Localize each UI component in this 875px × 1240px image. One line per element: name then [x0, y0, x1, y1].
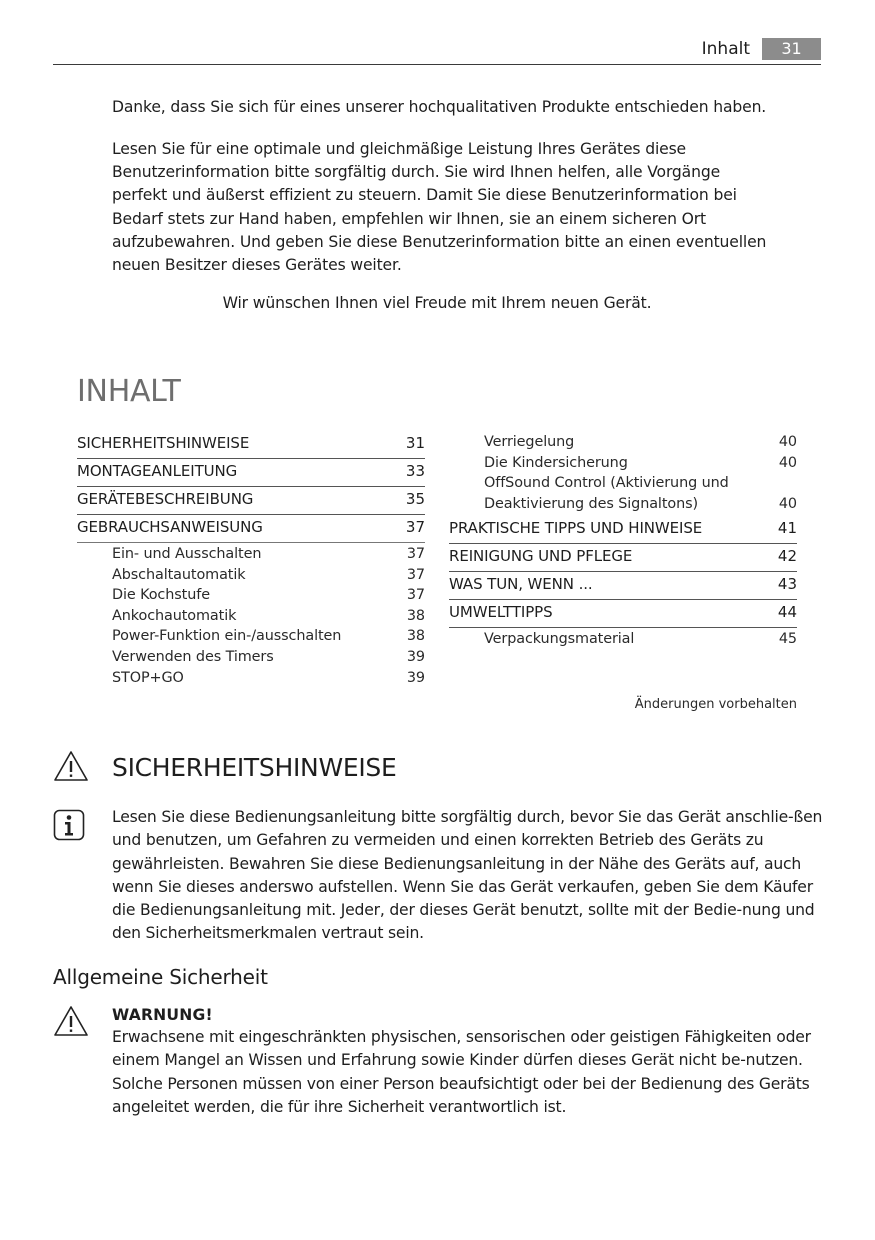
toc-entry-page: 33: [405, 462, 425, 480]
toc-entry-page: 43: [777, 575, 797, 594]
toc-entry[interactable]: [449, 517, 797, 544]
toc-entry-page: 37: [405, 518, 425, 536]
toc-entry-title: WAS TUN, WENN ...: [449, 575, 593, 594]
warning-triangle-icon: [53, 1005, 89, 1037]
toc-entry[interactable]: [77, 432, 425, 459]
intro-thanks: Danke, dass Sie sich für eines unserer hochqualitativen Produkte entschieden haben.: [112, 98, 767, 116]
toc-sub-title: Ankochautomatik: [112, 607, 237, 624]
toc-sub-entry[interactable]: [112, 565, 425, 586]
toc-sub-title: Abschaltautomatik: [112, 566, 246, 583]
toc-entry-page: 42: [777, 547, 797, 566]
toc-sub-page: 40: [778, 434, 797, 450]
warning-label: WARNUNG!: [112, 1006, 213, 1024]
toc-sub-entry[interactable]: [484, 629, 797, 650]
toc-sub-page: 38: [406, 607, 425, 624]
toc-sub-entry[interactable]: [484, 473, 797, 494]
toc-entry[interactable]: [449, 601, 797, 628]
toc-sub-page: 40: [778, 495, 797, 512]
toc-entry-title: GERÄTEBESCHREIBUNG: [77, 490, 254, 508]
toc-sub-entry[interactable]: [484, 453, 797, 474]
toc-entry[interactable]: [77, 460, 425, 487]
toc-sub-page: 39: [406, 669, 425, 686]
toc-sub-entry[interactable]: [484, 494, 797, 515]
toc-sub-entry[interactable]: [484, 432, 797, 453]
toc-sub-title: Die Kochstufe: [112, 587, 210, 604]
toc-sub-title: STOP+GO: [112, 669, 184, 686]
intro-paragraph: Lesen Sie für eine optimale und gleichmäßige Leistung Ihres Gerätes diese Benutzerinformation bitte sorgfältig durch. Sie wird Ihnen helfen, alle Vorgänge perfekt und äußerst effizient zu steuern. Damit Sie diese Benutzerinformation bei Bedarf stets zur Hand haben, empfehlen wir Ihnen, sie an einem sicheren Ort aufzubewahren. Und geben Sie diese Benutzerinformation bitte an einen eventuellen neuen Besitzer dieses Gerätes weiter.: [112, 140, 767, 275]
running-header-title: Inhalt: [701, 39, 750, 59]
toc-sub-entry[interactable]: [112, 585, 425, 606]
info-icon: [53, 809, 85, 841]
toc-sub-page: 37: [406, 587, 425, 604]
page-number-badge: 31: [762, 38, 821, 60]
toc-entry[interactable]: [77, 488, 425, 515]
toc-entry[interactable]: [449, 573, 797, 600]
toc-sub-list: [77, 544, 425, 688]
toc-sub-title: Deaktivierung des Signaltons): [484, 495, 699, 512]
intro-closing: Wir wünschen Ihnen viel Freude mit Ihrem neuen Gerät.: [222, 294, 652, 312]
warning-triangle-icon: [53, 750, 89, 782]
toc-sub-page: 38: [406, 628, 425, 645]
toc-entry-page: 35: [405, 490, 425, 508]
safety-heading: SICHERHEITSHINWEISE: [112, 753, 397, 782]
toc-entry-title: PRAKTISCHE TIPPS UND HINWEISE: [449, 519, 703, 538]
toc-left-column: [77, 432, 425, 688]
general-safety-heading: Allgemeine Sicherheit: [53, 965, 268, 989]
toc-entry-title: REINIGUNG UND PFLEGE: [449, 547, 633, 566]
toc-sub-title: Verriegelung: [484, 434, 575, 450]
toc-sub-page: 39: [406, 648, 425, 665]
toc-entry-title: UMWELTTIPPS: [449, 603, 553, 622]
toc-entry[interactable]: [77, 516, 425, 543]
toc-entry-page: 44: [777, 603, 797, 622]
toc-entry-title: GEBRAUCHSANWEISUNG: [77, 518, 263, 536]
toc-entry-title: SICHERHEITSHINWEISE: [77, 434, 250, 452]
toc-sub-entry[interactable]: [112, 606, 425, 627]
toc-entry-title: MONTAGEANLEITUNG: [77, 462, 238, 480]
toc-heading: INHALT: [77, 374, 181, 409]
toc-sub-title: Power-Funktion ein-/ausschalten: [112, 628, 342, 645]
changes-reserved-note: Änderungen vorbehalten: [634, 697, 797, 712]
toc-sub-list: [449, 629, 797, 650]
toc-sub-title: Verpackungsmaterial: [484, 631, 635, 648]
toc-sub-list: [449, 432, 797, 514]
toc-sub-page: 37: [406, 566, 425, 583]
toc-entry[interactable]: [449, 545, 797, 572]
toc-sub-entry[interactable]: [112, 647, 425, 668]
toc-sub-page: [757, 473, 797, 494]
toc-right-column: [449, 432, 797, 650]
toc-sub-page: 45: [778, 631, 797, 648]
toc-sub-entry[interactable]: [112, 544, 425, 565]
toc-sub-title: Ein- und Ausschalten: [112, 546, 262, 562]
toc-sub-entry[interactable]: [112, 668, 425, 689]
safety-info-text: Lesen Sie diese Bedienungsanleitung bitte sorgfältig durch, bevor Sie das Gerät anschlie-ßen und benutzen, um Gefahren zu vermeiden und einen korrekten Betrieb des Geräts zu gewährleisten. Bewahren Sie diese Bedienungsanleitung in der Nähe des Geräts auf, auch wenn Sie dieses anderswo aufstellen. Wenn Sie das Gerät verkaufen, geben Sie dem Käufer die Bedienungsanleitung mit. Jeder, der dieses Gerät benutzt, sollte mit der Bedie-nung und den Sicherheitsmerkmalen vertraut sein.: [112, 808, 823, 943]
toc-sub-title: OffSound Control (Aktivierung und: [484, 475, 729, 492]
warning-text: Erwachsene mit eingeschränkten physischen, sensorischen oder geistigen Fähigkeiten oder einem Mangel an Wissen und Erfahrung sowie Kinder dürfen dieses Gerät nicht be-nutzen. Solche Personen müssen von einer Person beaufsichtigt oder bei der Bedienung des Geräts angeleitet werden, die für ihre Sicherheit verantwortlich ist.: [112, 1028, 811, 1116]
header-divider: [53, 64, 821, 65]
toc-entry-page: 31: [405, 434, 425, 452]
toc-sub-page: 37: [406, 546, 425, 562]
toc-sub-title: Verwenden des Timers: [112, 648, 274, 665]
toc-sub-page: 40: [778, 454, 797, 471]
toc-sub-entry[interactable]: [112, 626, 425, 647]
toc-sub-title: Die Kindersicherung: [484, 454, 628, 471]
toc-entry-page: 41: [777, 519, 797, 538]
